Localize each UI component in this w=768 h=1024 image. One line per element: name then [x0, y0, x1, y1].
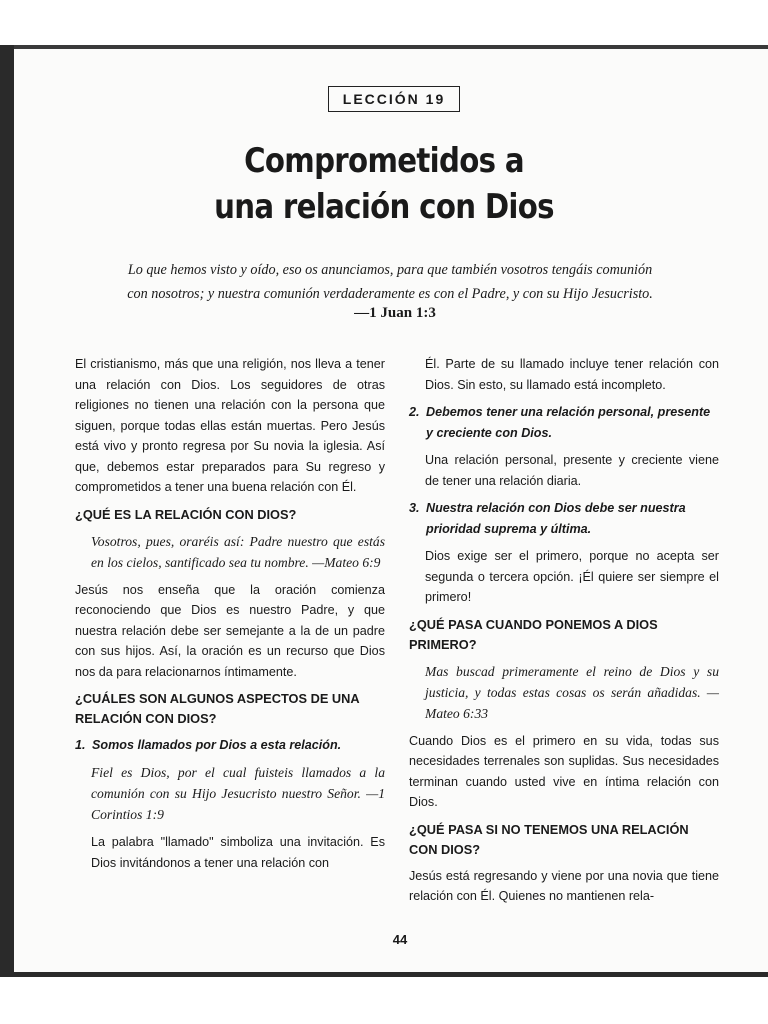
right-column [409, 354, 719, 914]
section-heading: ¿QUÉ PASA SI NO TENEMOS UNA RELACIÓN CON DIOS? [409, 821, 689, 857]
page-title [54, 138, 714, 230]
scan-edge-left [0, 45, 14, 977]
section-heading: ¿QUÉ ES LA RELACIÓN CON DIOS? [75, 506, 297, 522]
scripture-quote: Mas buscad primeramente el reino de Dios y su justicia, y todas estas cosas os serán añadidas. —Mateo 6:33 [425, 663, 719, 721]
numbered-point [75, 735, 385, 756]
epigraph [70, 258, 710, 306]
lesson-label: LECCIÓN 19 [328, 86, 460, 112]
point-number: 2. [409, 405, 420, 419]
title-line-1: Comprometidos a [244, 141, 524, 181]
numbered-point [409, 498, 719, 540]
page-number: 44 [392, 932, 408, 947]
body-paragraph: Jesús nos enseña que la oración comienza reconociendo que Dios es nuestro Padre, y que nuestra relación debe ser semejante a la de un padre con sus hijos. Así, la oración es un recurso que Dios nos da para relacionarnos íntimamente. [75, 582, 385, 679]
title-line-2: una relación con Dios [214, 187, 554, 227]
body-paragraph: Él. Parte de su llamado incluye tener relación con Dios. Sin esto, su llamado está incompleto. [425, 357, 719, 392]
section-heading: ¿CUÁLES SON ALGUNOS ASPECTOS DE UNA RELACIÓN CON DIOS? [75, 691, 360, 726]
section-heading: ¿QUÉ PASA CUANDO PONEMOS A DIOS PRIMERO? [409, 616, 658, 652]
point-text: Somos llamados por Dios a esta relación. [92, 738, 342, 752]
body-paragraph: Jesús está regresando y viene por una novia que tiene relación con Él. Quienes no mantienen rela- [409, 868, 719, 903]
epigraph-line-1: Lo que hemos visto y oído, eso os anunciamos, para que también vosotros tengáis comunión [127, 262, 653, 278]
numbered-point [409, 402, 719, 444]
point-text: Nuestra relación con Dios debe ser nuestra prioridad suprema y última. [426, 501, 686, 536]
point-number: 3. [409, 501, 420, 515]
epigraph-line-2: con nosotros; y nuestra comunión verdaderamente es con el Padre, y con su Hijo Jesucristo. [127, 286, 653, 302]
body-paragraph: La palabra "llamado" simboliza una invitación. Es Dios invitándonos a tener una relación con [91, 835, 385, 870]
scripture-quote: Fiel es Dios, por el cual fuisteis llamados a la comunión con su Hijo Jesucristo nuestro Señor. —1 Corintios 1:9 [91, 765, 385, 822]
body-paragraph: Cuando Dios es el primero en su vida, todas sus necesidades terrenales son suplidas. Sus necesidades terminan cuando usted vive en íntima relación con Dios. [409, 733, 719, 809]
point-number: 1. [75, 738, 86, 752]
epigraph-reference: —1 Juan 1:3 [354, 305, 436, 321]
body-paragraph: Una relación personal, presente y creciente viene de tener una relación diaria. [425, 453, 719, 488]
intro-paragraph: El cristianismo, más que una religión, nos lleva a tener una relación con Dios. Los seguidores de otras religiones no tienen una relación con la persona que siguen, porque todas ellas están muertas. Pero Jesús está vivo y pronto regresa por Su novia la iglesia. Así que, debemos estar preparados para Su regreso y comprometidos a tener una buena relación con Él. [75, 357, 385, 494]
body-paragraph: Dios exige ser el primero, porque no acepta ser segunda o tercera opción. ¡Él quiere ser siempre el primero! [425, 549, 719, 604]
scripture-quote: Vosotros, pues, oraréis así: Padre nuestro que estás en los cielos, santificado sea tu nombre. —Mateo 6:9 [91, 533, 385, 570]
point-text: Debemos tener una relación personal, presente y creciente con Dios. [426, 405, 711, 440]
scan-edge-bottom [0, 972, 768, 977]
left-column [75, 354, 385, 880]
